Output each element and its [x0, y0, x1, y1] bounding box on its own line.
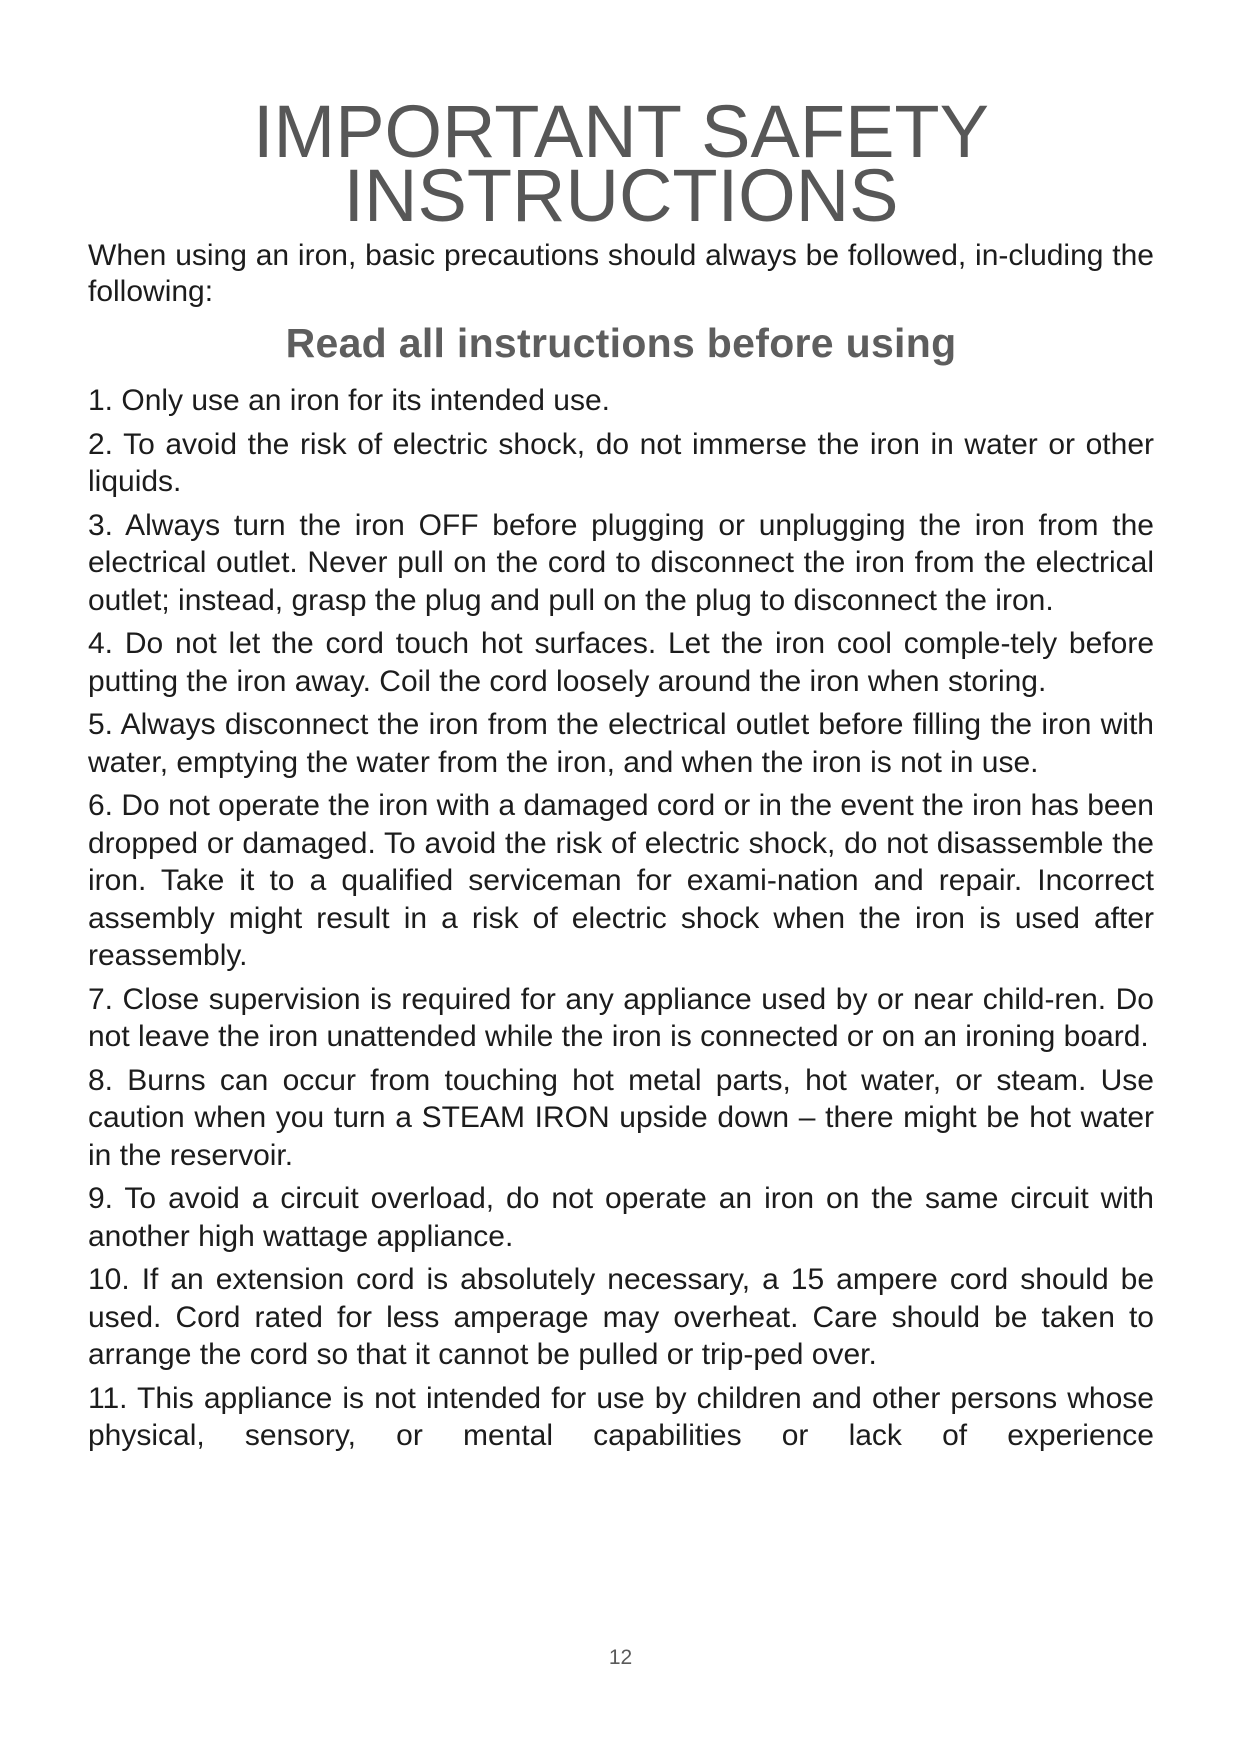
instruction-item-11: 11. This appliance is not intended for use by children and other persons whose physical, sensory, or mental capabilities or lack of experience: [88, 1381, 1154, 1452]
instruction-item-8: 8. Burns can occur from touching hot metal parts, hot water, or steam. Use caution when you turn a STEAM IRON upside down – there might be hot water in the reservoir.: [88, 1063, 1154, 1172]
instruction-item-9: 9. To avoid a circuit overload, do not operate an iron on the same circuit with another high wattage appliance.: [88, 1182, 1154, 1253]
page-title-line-2: INSTRUCTIONS: [343, 154, 899, 237]
instruction-item-7: 7. Close supervision is required for any appliance used by or near child-ren. Do not leave the iron unattended while the iron is connected or on an ironing board.: [88, 982, 1154, 1053]
page-title: [88, 90, 1154, 237]
instruction-item-3: 3. Always turn the iron OFF before plugging or unplugging the iron from the electrical outlet. Never pull on the cord to disconnect the iron from the electrical outlet; instead, grasp the plug and pull on the plug to disconnect the iron.: [88, 508, 1154, 617]
safety-instruction-list: [88, 382, 1154, 1455]
page-number: 12: [608, 1646, 633, 1669]
section-subtitle: Read all instructions before using: [285, 320, 957, 366]
instruction-item-2: 2. To avoid the risk of electric shock, do not immerse the iron in water or other liquids.: [88, 427, 1154, 498]
manual-page: [88, 90, 1154, 1461]
instruction-item-6: 6. Do not operate the iron with a damaged cord or in the event the iron has been dropped or damaged. To avoid the risk of electric shock, do not disassemble the iron. Take it to a qualified serviceman for exami-nation and repair. Incorrect assembly might result in a risk of electric shock when the iron is used after reassembly.: [88, 789, 1154, 972]
instruction-item-5: 5. Always disconnect the iron from the electrical outlet before filling the iron with water, emptying the water from the iron, and when the iron is not in use.: [88, 708, 1154, 779]
page-title-line-1: IMPORTANT SAFETY: [253, 90, 989, 173]
instruction-item-4: 4. Do not let the cord touch hot surfaces. Let the iron cool comple-tely before putting the iron away. Coil the cord loosely around the iron when storing.: [88, 627, 1154, 698]
instruction-item-1: 1. Only use an iron for its intended use.: [88, 384, 610, 417]
instruction-item-10: 10. If an extension cord is absolutely necessary, a 15 ampere cord should be used. Cord rated for less amperage may overheat. Care should be taken to arrange the cord so that it cannot be pulled or trip-ped over.: [88, 1263, 1154, 1371]
intro-paragraph: When using an iron, basic precautions should always be followed, in-cluding the following:: [88, 239, 1154, 308]
